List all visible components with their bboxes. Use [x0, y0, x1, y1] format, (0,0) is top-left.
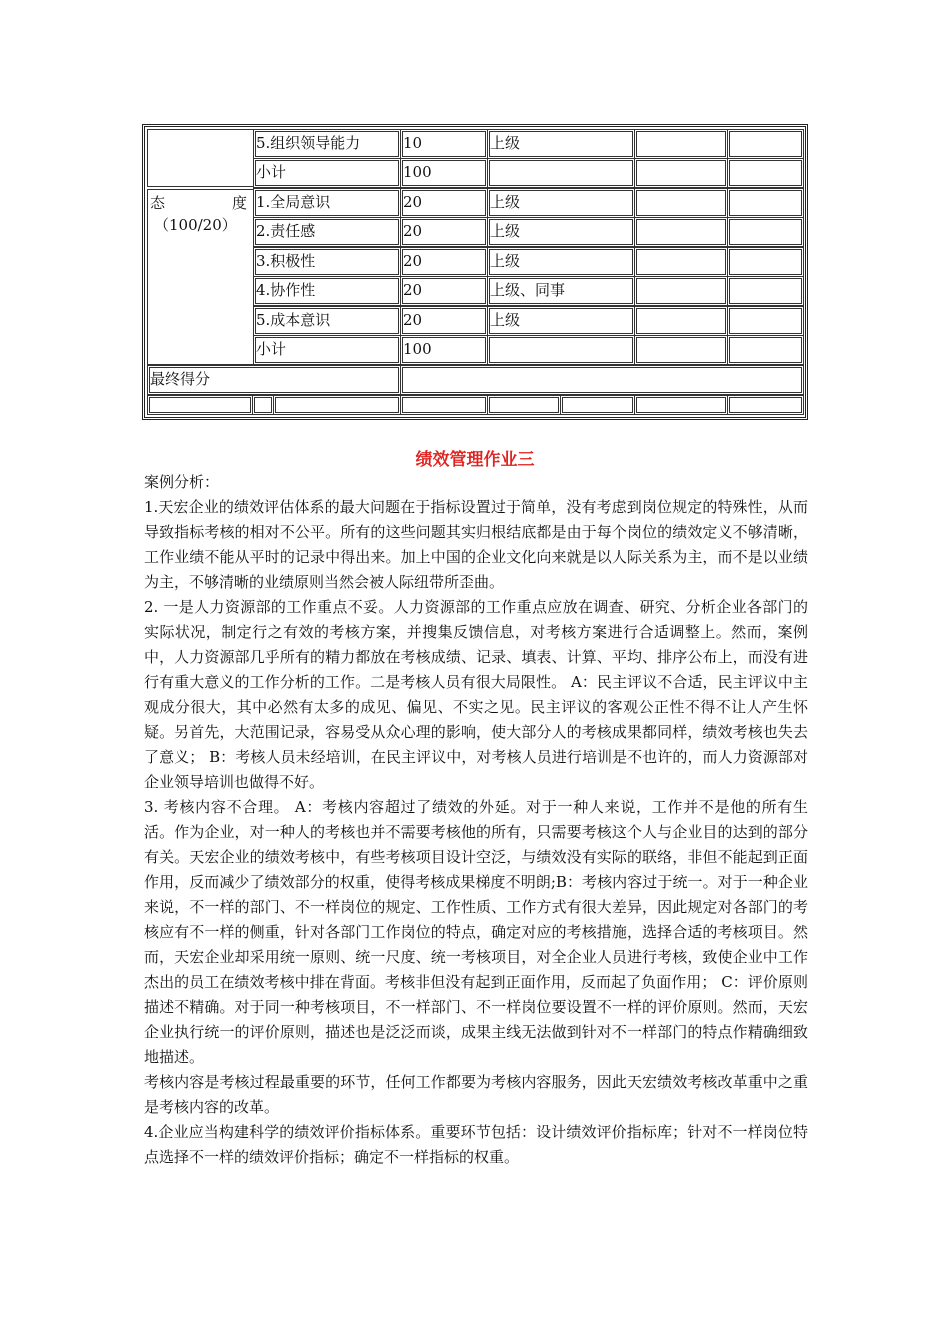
table-cell-empty — [147, 395, 253, 415]
section-title: 绩效管理作业三 — [415, 450, 535, 470]
table-cell-empty — [727, 188, 804, 218]
table-cell-rater: 上级 — [487, 188, 635, 218]
group-label-right: 度 — [231, 194, 247, 212]
table-cell-score: 10 — [400, 129, 488, 159]
table-cell-empty — [252, 395, 274, 415]
table-cell-score: 20 — [400, 188, 488, 218]
table-cell-empty — [634, 335, 728, 365]
evaluation-table — [142, 124, 808, 420]
table-cell-empty — [273, 395, 401, 415]
table-cell-empty — [727, 217, 804, 247]
table-cell-empty — [727, 276, 804, 306]
table-cell-score: 20 — [400, 306, 488, 336]
table-cell-item: 2.责任感 — [253, 217, 401, 247]
table-cell-empty — [487, 395, 561, 415]
table-cell-empty — [634, 188, 728, 218]
table-cell-item: 4.协作性 — [253, 276, 401, 306]
body-text — [144, 470, 808, 1170]
table-cell-empty — [634, 306, 728, 336]
table-cell-item: 1.全局意识 — [253, 188, 401, 218]
final-score-value — [400, 365, 804, 395]
table-cell-score: 20 — [400, 217, 488, 247]
final-score-label: 最终得分 — [147, 365, 401, 395]
table-group-cell-attitude — [147, 189, 254, 365]
table-cell-empty — [634, 247, 728, 277]
table-cell-empty — [727, 335, 804, 365]
paragraph: 1.天宏企业的绩效评估体系的最大问题在于指标设置过于简单，没有考虑到岗位规定的特殊性，从而导致指标考核的相对不公平。所有的这些问题其实归根结底都是由于每个岗位的绩效定义不够清晰，工作业绩不能从平时的记录中得出来。加上中国的企业文化向来就是以人际关系为主，而不是以业绩为主，不够清晰的业绩原则当然会被人际纽带所歪曲。 — [144, 498, 808, 591]
table-cell-empty — [560, 395, 635, 415]
table-cell-empty — [400, 395, 488, 415]
table-cell-rater: 上级、同事 — [487, 276, 635, 306]
table-cell-empty — [727, 395, 804, 415]
table-cell-empty — [727, 129, 804, 159]
table-cell-rater: 上级 — [487, 217, 635, 247]
table-cell-score: 100 — [400, 335, 488, 365]
table-cell-item: 5.成本意识 — [253, 306, 401, 336]
paragraph: 4.企业应当构建科学的绩效评价指标体系。重要环节包括：设计绩效评价指标库；针对不一样岗位特点选择不一样的绩效评价指标；确定不一样指标的权重。 — [144, 1123, 808, 1166]
table-cell-rater: 上级 — [487, 247, 635, 277]
table-cell-empty — [634, 276, 728, 306]
table-cell-empty — [727, 158, 804, 188]
table-cell-empty — [634, 395, 728, 415]
table-cell-empty — [634, 158, 728, 188]
table-cell-item: 5.组织领导能力 — [253, 129, 401, 159]
table-cell-empty — [727, 247, 804, 277]
group-weight: （100/20） — [154, 216, 237, 234]
table-cell-item: 小计 — [253, 335, 401, 365]
paragraph: 2. 一是人力资源部的工作重点不妥。人力资源部的工作重点应放在调查、研究、分析企业各部门的实际状况，制定行之有效的考核方案，并搜集反馈信息，对考核方案进行合适调整上。然而，案例中，人力资源部几乎所有的精力都放在考核成绩、记录、填表、计算、平均、排序公布上，而没有进行有重大意义的工作分析的工作。二是考核人员有很大局限性。 A：民主评议不合适，民主评议中主观成分很大，其中必然有太多的成见、偏见、不实之见。民主评议的客观公正性不得不让人产生怀疑。另首先，大范围记录，容易受从众心理的影响，使大部分人的考核成果都同样，绩效考核也失去了意义； B：考核人员未经培训，在民主评议中，对考核人员进行培训是不也许的，而人力资源部对企业领导培训也做得不好。 — [144, 598, 808, 791]
table-cell-empty — [727, 306, 804, 336]
table-cell-rater: 上级 — [487, 129, 635, 159]
table-cell-score: 20 — [400, 276, 488, 306]
paragraph: 考核内容是考核过程最重要的环节，任何工作都要为考核内容服务，因此天宏绩效考核改革重中之重是考核内容的改革。 — [144, 1073, 808, 1116]
group-label-left: 态 — [150, 194, 166, 212]
paragraph-heading: 案例分析： — [144, 473, 220, 491]
table-cell-score: 20 — [400, 247, 488, 277]
table-cell-item: 小计 — [253, 158, 401, 188]
table-cell-rater — [487, 335, 635, 365]
table-cell-item: 3.积极性 — [253, 247, 401, 277]
table-cell-rater: 上级 — [487, 306, 635, 336]
paragraph: 3. 考核内容不合理。 A：考核内容超过了绩效的外延。对于一种人来说，工作并不是他的所有生活。作为企业，对一种人的考核也并不需要考核他的所有，只需要考核这个人与企业目的达到的部分有关。天宏企业的绩效考核中，有些考核项目设计空泛，与绩效没有实际的联络，非但不能起到正面作用，反而减少了绩效部分的权重，使得考核成果梯度不明朗;B：考核内容过于统一。对于一种企业来说，不一样的部门、不一样岗位的规定、工作性质、工作方式有很大差异，因此规定对各部门的考核应有不一样的侧重，针对各部门工作岗位的特点，确定对应的考核措施，选择合适的考核项目。然而，天宏企业却采用统一原则、统一尺度、统一考核项目，对全企业人员进行考核，致使企业中工作杰出的员工在绩效考核中排在背面。考核非但没有起到正面作用，反而起了负面作用； C：评价原则描述不精确。对于同一种考核项目，不一样部门、不一样岗位要设置不一样的评价原则。然而，天宏企业执行统一的评价原则，描述也是泛泛而谈，成果主线无法做到针对不一样部门的特点作精确细致地描述。 — [144, 798, 808, 1066]
table-cell-empty — [634, 217, 728, 247]
table-cell-empty — [634, 129, 728, 159]
table-cell-rater — [487, 158, 635, 188]
table-cell-score: 100 — [400, 158, 488, 188]
table-group-cell-previous — [147, 129, 254, 187]
